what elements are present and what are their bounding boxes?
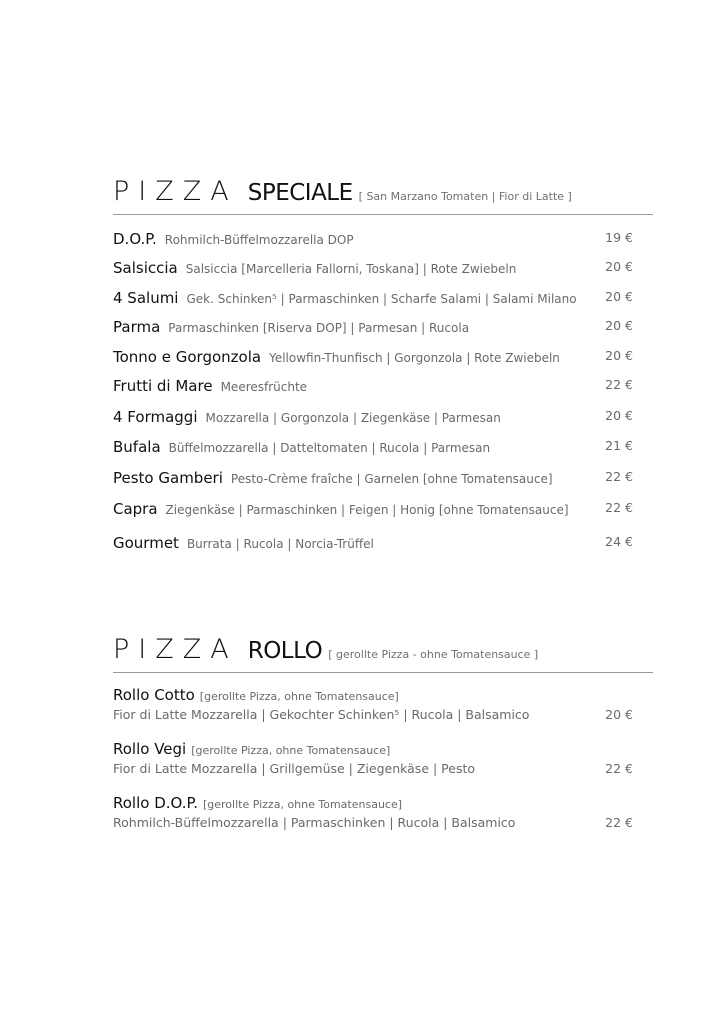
rollo-heading — [113, 634, 653, 665]
item-desc: Parmaschinken [Riserva DOP] | Parmesan | Rucola — [168, 321, 470, 335]
rollo-item-line — [113, 707, 633, 722]
item-name: Pesto Gamberi — [113, 469, 223, 487]
item-desc: Rohmilch-Büffelmozzarella DOP — [164, 233, 354, 247]
speciale-note: [ San Marzano Tomaten | Fior di Latte ] — [358, 190, 572, 203]
item-note: [gerollte Pizza, ohne Tomatensauce] — [199, 690, 399, 703]
rollo-item — [113, 740, 633, 776]
rollo-item-title — [113, 740, 633, 758]
menu-item — [113, 377, 633, 395]
rollo-item-line — [113, 761, 633, 776]
item-desc: Rohmilch-Büffelmozzarella | Parmaschinken | Rucola | Balsamico — [113, 815, 516, 830]
menu-item — [113, 259, 633, 277]
speciale-divider — [113, 214, 653, 215]
item-price: 21 € — [605, 438, 633, 453]
item-desc: Fior di Latte Mozzarella | Grillgemüse | Ziegenkäse | Pesto — [113, 761, 476, 776]
item-price: 22 € — [605, 469, 633, 484]
item-desc: Mozzarella | Gorgonzola | Ziegenkäse | Parmesan — [205, 411, 501, 425]
item-price: 24 € — [605, 534, 633, 549]
item-name: 4 Formaggi — [113, 408, 198, 426]
item-name: Rollo D.O.P. — [113, 794, 198, 812]
rollo-divider — [113, 672, 653, 673]
speciale-heading — [113, 176, 653, 207]
item-desc: Gek. Schinken⁵ | Parmaschinken | Scharfe Salami | Salami Milano — [186, 292, 577, 306]
item-price: 22 € — [605, 500, 633, 515]
item-name: Frutti di Mare — [113, 377, 213, 395]
item-name: Gourmet — [113, 534, 179, 552]
menu-item — [113, 348, 633, 366]
item-desc: Salsiccia [Marcelleria Fallorni, Toskana] | Rote Zwiebeln — [185, 262, 517, 276]
rollo-item — [113, 794, 633, 830]
speciale-section — [113, 176, 653, 215]
rollo-item-line — [113, 815, 633, 830]
item-desc: Pesto-Crème fraîche | Garnelen [ohne Tomatensauce] — [230, 472, 553, 486]
speciale-subtitle: SPECIALE — [247, 180, 353, 206]
item-name: Rollo Cotto — [113, 686, 195, 704]
item-price: 20 € — [605, 348, 633, 363]
item-note: [gerollte Pizza, ohne Tomatensauce] — [191, 744, 391, 757]
item-price: 22 € — [605, 377, 633, 392]
speciale-title: PIZZA — [113, 176, 238, 207]
item-desc: Ziegenkäse | Parmaschinken | Feigen | Honig [ohne Tomatensauce] — [165, 503, 569, 517]
item-price: 19 € — [605, 230, 633, 245]
item-name: Tonno e Gorgonzola — [113, 348, 262, 366]
item-desc: Meeresfrüchte — [220, 380, 308, 394]
rollo-item — [113, 686, 633, 722]
rollo-item-title — [113, 794, 633, 812]
rollo-note: [ gerollte Pizza - ohne Tomatensauce ] — [328, 648, 539, 661]
rollo-item-title — [113, 686, 633, 704]
menu-item — [113, 230, 633, 248]
menu-item — [113, 289, 633, 307]
item-name: Rollo Vegi — [113, 740, 187, 758]
item-desc: Fior di Latte Mozzarella | Gekochter Schinken⁵ | Rucola | Balsamico — [113, 707, 530, 722]
item-price: 22 € — [605, 761, 633, 776]
menu-item — [113, 408, 633, 426]
item-name: Bufala — [113, 438, 161, 456]
rollo-title: PIZZA — [113, 634, 238, 665]
item-desc: Burrata | Rucola | Norcia-Trüffel — [186, 537, 374, 551]
item-name: Capra — [113, 500, 158, 518]
menu-item — [113, 534, 633, 552]
item-price: 22 € — [605, 815, 633, 830]
item-price: 20 € — [605, 707, 633, 722]
item-price: 20 € — [605, 408, 633, 423]
item-name: Salsiccia — [113, 259, 178, 277]
menu-item — [113, 318, 633, 336]
item-price: 20 € — [605, 259, 633, 274]
menu-item — [113, 500, 633, 518]
item-name: 4 Salumi — [113, 289, 179, 307]
item-desc: Yellowfin-Thunfisch | Gorgonzola | Rote Zwiebeln — [269, 351, 560, 365]
item-name: D.O.P. — [113, 230, 157, 248]
rollo-section — [113, 634, 653, 673]
menu-item — [113, 438, 633, 456]
rollo-subtitle: ROLLO — [247, 638, 323, 664]
item-desc: Büffelmozzarella | Datteltomaten | Rucola | Parmesan — [168, 441, 491, 455]
item-price: 20 € — [605, 318, 633, 333]
item-note: [gerollte Pizza, ohne Tomatensauce] — [202, 798, 403, 811]
item-price: 20 € — [605, 289, 633, 304]
item-name: Parma — [113, 318, 161, 336]
menu-item — [113, 469, 633, 487]
